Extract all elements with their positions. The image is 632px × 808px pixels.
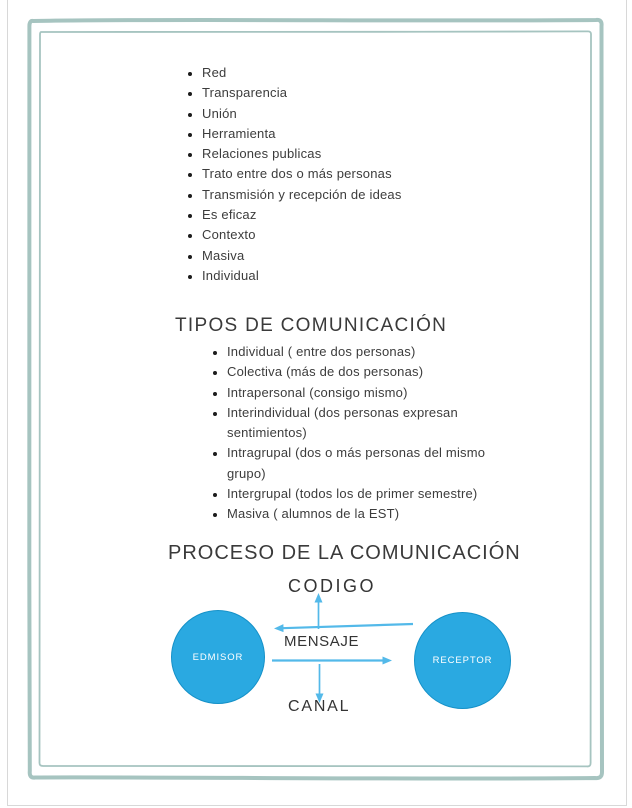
list-item: • Trato entre dos o más personas (202, 164, 532, 184)
bullet-list-general (172, 63, 532, 286)
bullet-list-tipos (197, 342, 519, 525)
section-title-tipos: TIPOS DE COMUNICACIÓN (175, 314, 448, 336)
list-item: • Interindividual (dos personas expresan sentimientos) (227, 403, 519, 444)
list-item: • Intergrupal (todos los de primer semestre) (227, 484, 519, 504)
list-item: • Red (202, 63, 532, 83)
list-item: • Relaciones publicas (202, 144, 532, 164)
diagram-node-sender (171, 610, 265, 704)
list-item: • Masiva (202, 246, 532, 266)
list-item: • Masiva ( alumnos de la EST) (227, 504, 519, 524)
list-item: • Individual ( entre dos personas) (227, 342, 519, 362)
receiver-label: RECEPTOR (432, 655, 493, 666)
list-item: • Contexto (202, 225, 532, 245)
list-item: • Intragrupal (dos o más personas del mismo grupo) (227, 443, 519, 484)
sender-label: EDMISOR (192, 651, 244, 663)
section-title-proceso: PROCESO DE LA COMUNICACIÓN (168, 542, 521, 565)
diagram-label-canal: CANAL (288, 698, 351, 715)
list-item: • Transmisión y recepción de ideas (202, 185, 532, 205)
list-item: • Transparencia (202, 83, 532, 103)
diagram-node-receiver (414, 612, 511, 709)
list-item: • Intrapersonal (consigo mismo) (227, 383, 519, 403)
list-item: • Es eficaz (202, 205, 532, 225)
list-item: • Individual (202, 266, 532, 286)
list-item: • Unión (202, 104, 532, 124)
list-item: • Colectiva (más de dos personas) (227, 362, 519, 382)
diagram-label-codigo: CODIGO (288, 576, 377, 596)
list-item: • Herramienta (202, 124, 532, 144)
diagram-label-mensaje: MENSAJE (284, 633, 360, 650)
